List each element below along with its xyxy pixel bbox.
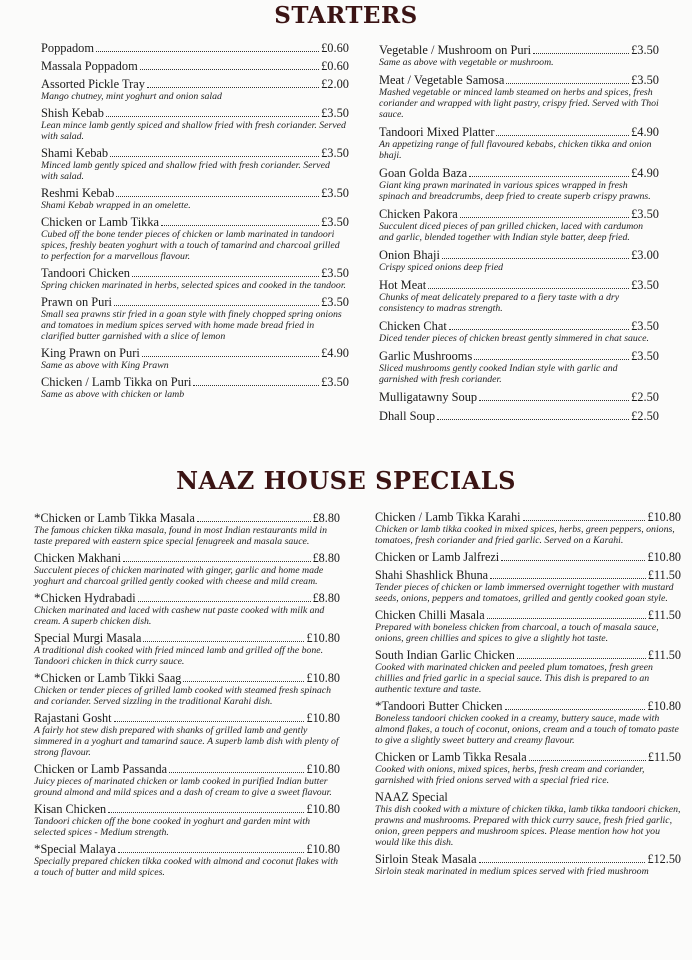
dot-leader <box>183 681 304 682</box>
dot-leader <box>490 578 646 579</box>
menu-item <box>379 207 659 243</box>
dot-leader <box>496 135 629 136</box>
menu-item <box>41 41 349 55</box>
menu-item-description: Chicken marinated and laced with cashew nut paste cooked with milk and cream. A superb chicken dish. <box>34 605 325 627</box>
menu-item-description: Boneless tandoori chicken cooked in a creamy, buttery sauce, made with almond flakes, a touch of coconut, onions, cream and a touch of tomato paste to give a slightly sweet buttery and creamy flavour. <box>375 713 679 746</box>
menu-item <box>375 568 681 604</box>
menu-item-description: Same as above with vegetable or mushroom. <box>379 57 554 68</box>
specials-left-column <box>34 511 340 882</box>
menu-item-name: Chicken or Lamb Tikka <box>41 215 160 229</box>
menu-item-price: £11.50 <box>647 750 681 764</box>
menu-item-row <box>41 186 349 200</box>
menu-item-price: £10.80 <box>306 762 340 776</box>
menu-item <box>375 852 681 877</box>
menu-item-price: £3.50 <box>321 215 349 229</box>
dot-leader <box>479 862 646 863</box>
dot-leader <box>161 225 319 226</box>
menu-item-row <box>375 790 681 804</box>
menu-item-row <box>34 802 340 816</box>
menu-item-row <box>41 266 349 280</box>
menu-item-row <box>41 295 349 309</box>
menu-item-price: £10.80 <box>306 631 340 645</box>
menu-item-row <box>41 59 349 73</box>
menu-item <box>379 409 659 423</box>
dot-leader <box>108 812 304 813</box>
menu-item-row <box>375 510 681 524</box>
menu-item-row <box>34 671 340 685</box>
menu-item-name: King Prawn on Puri <box>41 346 140 360</box>
menu-item-name: Special Malaya <box>40 842 116 856</box>
menu-item <box>379 166 659 202</box>
menu-item-name: Reshmi Kebab <box>41 186 115 200</box>
menu-item-price: £3.50 <box>321 106 349 120</box>
house-recommendation-star: * <box>34 510 41 525</box>
menu-item <box>375 550 681 564</box>
menu-item-description: Small sea prawns stir fried in a goan style with finely chopped spring onions and tomatoes in medium spices served with home made bread fried in clarified butter garnished with a slice of lemon <box>41 309 342 342</box>
menu-item-name: Chicken or Lamb Jalfrezi <box>375 550 500 564</box>
menu-item <box>41 375 349 400</box>
menu-item-name: Chicken Chilli Masala <box>375 608 485 622</box>
menu-item-name: Chicken Pakora <box>379 207 458 221</box>
menu-item <box>379 278 659 314</box>
dot-leader <box>123 561 311 562</box>
menu-item-name: Chicken or Lamb Tikka Resala <box>375 750 527 764</box>
menu-item-name: Poppadom <box>41 41 95 55</box>
menu-item-price: £10.80 <box>306 671 340 685</box>
menu-item-row <box>379 278 659 292</box>
menu-item-description: Juicy pieces of marinated chicken or lamb cooked in purified Indian butter ground almond and mild spices and a dash of cream to give a sweet flavour. <box>34 776 332 798</box>
menu-item-row <box>41 346 349 360</box>
menu-item-price: £8.80 <box>312 511 340 525</box>
menu-item-name: Chicken Makhani <box>34 551 121 565</box>
menu-item-name: Chicken / Lamb Tikka on Puri <box>41 375 192 389</box>
menu-item-description: Lean mince lamb gently spiced and shallow fried with fresh coriander. Served with salad. <box>41 120 346 142</box>
dot-leader <box>197 521 311 522</box>
dot-leader <box>143 641 304 642</box>
menu-item-row <box>375 699 681 713</box>
dot-leader <box>118 852 305 853</box>
menu-item-description: This dish cooked with a mixture of chicken tikka, lamb tikka tandoori chicken, prawns and mushrooms. Prepared with thick curry sauce, fresh fried garlic, onion, green peppers and mushroom spices. Please mention how hot you would like this dish. <box>375 804 681 848</box>
menu-item-price: £3.50 <box>321 186 349 200</box>
dot-leader <box>449 329 629 330</box>
menu-item-name: South Indian Garlic Chicken <box>375 648 515 662</box>
menu-item-description: Shami Kebab wrapped in an omelette. <box>41 200 191 211</box>
dot-leader <box>460 217 629 218</box>
menu-item-price: £3.50 <box>631 278 659 292</box>
menu-item-price: £4.90 <box>631 166 659 180</box>
menu-item-row <box>375 852 681 866</box>
menu-item-price: £3.50 <box>631 319 659 333</box>
menu-item-name: Sirloin Steak Masala <box>375 852 477 866</box>
dot-leader <box>116 196 319 197</box>
menu-item-name: Kisan Chicken <box>34 802 107 816</box>
menu-item <box>375 750 681 786</box>
menu-item-row <box>34 842 340 856</box>
dot-leader <box>437 419 629 420</box>
menu-item-description: Succulent pieces of chicken marinated with ginger, garlic and home made yoghurt and charcoal grilled gently cooked with cheese and mild cream. <box>34 565 324 587</box>
menu-item <box>34 762 340 798</box>
menu-item-name: Tandoori Mixed Platter <box>379 125 495 139</box>
dot-leader <box>140 69 319 70</box>
dot-leader <box>474 359 629 360</box>
menu-item <box>34 511 340 547</box>
menu-item-name: Prawn on Puri <box>41 295 112 309</box>
menu-item-description: Cooked with onions, mixed spices, herbs, fresh cream and coriander, garnished with fried onions served with a special fried rice. <box>375 764 645 786</box>
menu-item-name: Tandoori Butter Chicken <box>381 699 503 713</box>
starters-right-column <box>379 43 659 428</box>
menu-item-row <box>41 41 349 55</box>
menu-item-price: £10.80 <box>647 510 681 524</box>
menu-item <box>379 248 659 273</box>
menu-item-price: £10.80 <box>306 842 340 856</box>
dot-leader <box>469 176 629 177</box>
menu-item <box>379 319 659 344</box>
menu-item-row <box>41 215 349 229</box>
menu-item-description: Chunks of meat delicately prepared to a fiery taste with a dry consistency to madras strength. <box>379 292 620 314</box>
menu-item-price: £10.80 <box>647 699 681 713</box>
menu-item-name: NAAZ Special <box>375 790 448 804</box>
menu-item-price: £3.50 <box>631 207 659 221</box>
dot-leader <box>96 51 319 52</box>
menu-item <box>34 671 340 707</box>
house-recommendation-star: * <box>375 698 382 713</box>
menu-item <box>41 186 349 211</box>
menu-item-price: £3.50 <box>631 43 659 57</box>
house-recommendation-star: * <box>34 590 41 605</box>
menu-item-price: £11.50 <box>647 648 681 662</box>
menu-item-name: Chicken or Lamb Passanda <box>34 762 168 776</box>
menu-item-row <box>379 207 659 221</box>
menu-item-price: £8.80 <box>312 551 340 565</box>
menu-item-price: £8.80 <box>312 591 340 605</box>
dot-leader <box>147 87 319 88</box>
menu-item-row <box>41 106 349 120</box>
menu-item <box>41 346 349 371</box>
menu-item <box>34 631 340 667</box>
menu-item-row <box>379 248 659 262</box>
dot-leader <box>501 560 645 561</box>
menu-item-name: Garlic Mushrooms <box>379 349 473 363</box>
menu-item-price: £0.60 <box>321 59 349 73</box>
menu-item-price: £3.50 <box>321 375 349 389</box>
menu-item-row <box>375 750 681 764</box>
menu-item-description: Same as above with chicken or lamb <box>41 389 185 400</box>
menu-item-row <box>379 73 659 87</box>
menu-item-name: Chicken or Lamb Tikka Masala <box>40 511 195 525</box>
menu-item-name: Chicken Hydrabadi <box>40 591 136 605</box>
menu-item-price: £3.50 <box>631 349 659 363</box>
menu-item-description: Tender pieces of chicken or lamb immersed overnight together with mustard seeds, onions, peppers and tomatoes, grilled and gently cooked goan style. <box>375 582 674 604</box>
menu-item-row <box>379 43 659 57</box>
menu-item-price: £3.50 <box>321 146 349 160</box>
menu-item <box>379 73 659 120</box>
dot-leader <box>529 760 646 761</box>
menu-item <box>41 295 349 342</box>
menu-item-name: Rajastani Gosht <box>34 711 112 725</box>
menu-item-row <box>379 319 659 333</box>
dot-leader <box>428 288 629 289</box>
menu-item <box>379 43 659 68</box>
menu-item <box>375 790 681 848</box>
menu-item-name: Dhall Soup <box>379 409 436 423</box>
menu-item-name: Tandoori Chicken <box>41 266 130 280</box>
dot-leader <box>169 772 304 773</box>
menu-item-price: £2.50 <box>631 409 659 423</box>
dot-leader <box>142 356 319 357</box>
menu-item-description: Mango chutney, mint yoghurt and onion salad <box>41 91 222 102</box>
menu-item-price: £11.50 <box>647 608 681 622</box>
menu-item-price: £3.50 <box>321 266 349 280</box>
menu-item-name: Onion Bhaji <box>379 248 440 262</box>
menu-item-name: Shahi Shashlick Bhuna <box>375 568 489 582</box>
menu-item-row <box>379 125 659 139</box>
menu-item-name: Chicken or Lamb Tikki Saag <box>40 671 182 685</box>
dot-leader <box>106 116 319 117</box>
menu-item-name: Meat / Vegetable Samosa <box>379 73 505 87</box>
menu-item-description: A traditional dish cooked with fried minced lamb and grilled off the bone. Tandoori chicken in thick curry sauce. <box>34 645 324 667</box>
menu-item-description: An appetizing range of full flavoured kebabs, chicken tikka and onion bhaji. <box>379 139 652 161</box>
menu-item-price: £10.80 <box>306 802 340 816</box>
menu-item <box>379 390 659 404</box>
menu-item-price: £3.00 <box>631 248 659 262</box>
menu-item <box>41 77 349 102</box>
dot-leader <box>487 618 646 619</box>
menu-item-row <box>34 551 340 565</box>
menu-item <box>41 215 349 262</box>
menu-item-row <box>375 568 681 582</box>
menu-item-row <box>375 550 681 564</box>
dot-leader <box>110 156 319 157</box>
menu-item <box>375 608 681 644</box>
menu-item <box>34 711 340 758</box>
menu-item-row <box>41 146 349 160</box>
menu-item-name: Mulligatawny Soup <box>379 390 478 404</box>
menu-item-description: The famous chicken tikka masala, found in most Indian restaurants mild in taste prepared with eastern spice special fenugreek and masala sauce. <box>34 525 327 547</box>
menu-item-row <box>379 166 659 180</box>
menu-item <box>41 266 349 291</box>
menu-item-name: Vegetable / Mushroom on Puri <box>379 43 532 57</box>
menu-item-row <box>375 648 681 662</box>
dot-leader <box>506 83 629 84</box>
menu-item-description: Cooked with marinated chicken and peeled plum tomatoes, fresh green chillies and fried garlic in a special sauce. This dish is prepared to an authentic texture and taste. <box>375 662 653 695</box>
menu-item-row <box>34 511 340 525</box>
menu-item-price: £10.80 <box>306 711 340 725</box>
menu-item-name: Chicken Chat <box>379 319 447 333</box>
menu-item-description: Tandoori chicken off the bone cooked in yoghurt and garden mint with selected spices - Medium strength. <box>34 816 311 838</box>
menu-item-row <box>41 77 349 91</box>
menu-item-description: Minced lamb gently spiced and shallow fried with fresh coriander. Served with salad. <box>41 160 330 182</box>
menu-item-price: £0.60 <box>321 41 349 55</box>
menu-item-row <box>34 591 340 605</box>
dot-leader <box>533 53 629 54</box>
menu-item-price: £2.00 <box>321 77 349 91</box>
menu-item-row <box>34 762 340 776</box>
dot-leader <box>523 520 646 521</box>
menu-item-description: Spring chicken marinated in herbs, selected spices and cooked in the tandoor. <box>41 280 346 291</box>
menu-item <box>379 125 659 161</box>
dot-leader <box>114 721 305 722</box>
menu-item-name: Hot Meat <box>379 278 427 292</box>
dot-leader <box>114 305 319 306</box>
menu-item-name: Assorted Pickle Tray <box>41 77 145 91</box>
dot-leader <box>138 601 311 602</box>
menu-item-description: Chicken or lamb tikka cooked in mixed spices, herbs, green peppers, onions, tomatoes, fresh coriander and fried garlic. Served on a Karahi. <box>375 524 675 546</box>
menu-item-description: Specially prepared chicken tikka cooked with almond and coconut flakes with a touch of butter and mild spices. <box>34 856 338 878</box>
dot-leader <box>442 258 629 259</box>
menu-item <box>379 349 659 385</box>
menu-item-description: Crispy spiced onions deep fried <box>379 262 504 273</box>
menu-item-description: A fairly hot stew dish prepared with shanks of grilled lamb and gently simmered in a yoghurt and tamarind sauce. A superb lamb dish with plenty of strong flavour. <box>34 725 339 758</box>
menu-item-description: Chicken or tender pieces of grilled lamb cooked with steamed fresh spinach and coriander. Served sizzling in the traditional Karahi dish. <box>34 685 332 707</box>
specials-heading: NAAZ HOUSE SPECIALS <box>176 466 516 495</box>
menu-item-row <box>379 349 659 363</box>
house-recommendation-star: * <box>34 841 41 856</box>
menu-item-name: Shish Kebab <box>41 106 104 120</box>
menu-item <box>375 510 681 546</box>
menu-item-description: Prepared with boneless chicken from charcoal, a touch of masala sauce, onions, green chillies and spices to give a slightly hot taste. <box>375 622 659 644</box>
menu-item <box>41 59 349 73</box>
menu-item-description: Succulent diced pieces of pan grilled chicken, laced with cardumon and garlic, blended together with Indian style batter, deep fried. <box>379 221 644 243</box>
dot-leader <box>517 658 646 659</box>
dot-leader <box>479 400 629 401</box>
menu-item <box>34 842 340 878</box>
starters-heading: STARTERS <box>274 2 418 29</box>
menu-item-description: Sliced mushrooms gently cooked Indian style with garlic and garnished with fresh coriander. <box>379 363 618 385</box>
menu-item <box>34 802 340 838</box>
dot-leader <box>132 276 319 277</box>
menu-item <box>375 699 681 746</box>
menu-item-price: £10.80 <box>647 550 681 564</box>
menu-item-description: Diced tender pieces of chicken breast gently simmered in chat sauce. <box>379 333 649 344</box>
menu-item-description: Cubed off the bone tender pieces of chicken or lamb marinated in tandoori spices, freshly beaten yoghurt with a touch of tamarind and charcoal grilled to perfection for a marvellous flavour. <box>41 229 340 262</box>
menu-item-price: £3.50 <box>321 295 349 309</box>
menu-item-row <box>41 375 349 389</box>
starters-left-column <box>41 41 349 404</box>
dot-leader <box>505 709 646 710</box>
menu-item-price: £11.50 <box>647 568 681 582</box>
menu-item-row <box>379 390 659 404</box>
menu-item <box>41 106 349 142</box>
menu-item-price: £4.90 <box>321 346 349 360</box>
menu-item <box>41 146 349 182</box>
dot-leader <box>193 385 319 386</box>
menu-item <box>34 591 340 627</box>
menu-item-name: Chicken / Lamb Tikka Karahi <box>375 510 521 524</box>
menu-item-row <box>34 711 340 725</box>
menu-item-price: £12.50 <box>647 852 681 866</box>
menu-item-name: Shami Kebab <box>41 146 109 160</box>
menu-item-price: £2.50 <box>631 390 659 404</box>
menu-item <box>34 551 340 587</box>
menu-item-price: £3.50 <box>631 73 659 87</box>
menu-item <box>375 648 681 695</box>
house-recommendation-star: * <box>34 670 41 685</box>
menu-item-description: Mashed vegetable or minced lamb steamed on herbs and spices, fresh coriander and wrapped with light pastry, crispy fried. Served with Thoi sauce. <box>379 87 659 120</box>
menu-item-row <box>34 631 340 645</box>
menu-item-description: Sirloin steak marinated in medium spices served with fried mushroom <box>375 866 649 877</box>
menu-item-description: Giant king prawn marinated in various spices wrapped in fresh spinach and breadcrumbs, deep fried to create superb crispy prawns. <box>379 180 651 202</box>
menu-item-name: Massala Poppadom <box>41 59 138 73</box>
menu-item-price: £4.90 <box>631 125 659 139</box>
specials-right-column <box>375 510 681 881</box>
menu-item-description: Same as above with King Prawn <box>41 360 169 371</box>
menu-item-name: Goan Golda Baza <box>379 166 468 180</box>
menu-item-name: Special Murgi Masala <box>34 631 142 645</box>
menu-item-row <box>375 608 681 622</box>
menu-item-row <box>379 409 659 423</box>
